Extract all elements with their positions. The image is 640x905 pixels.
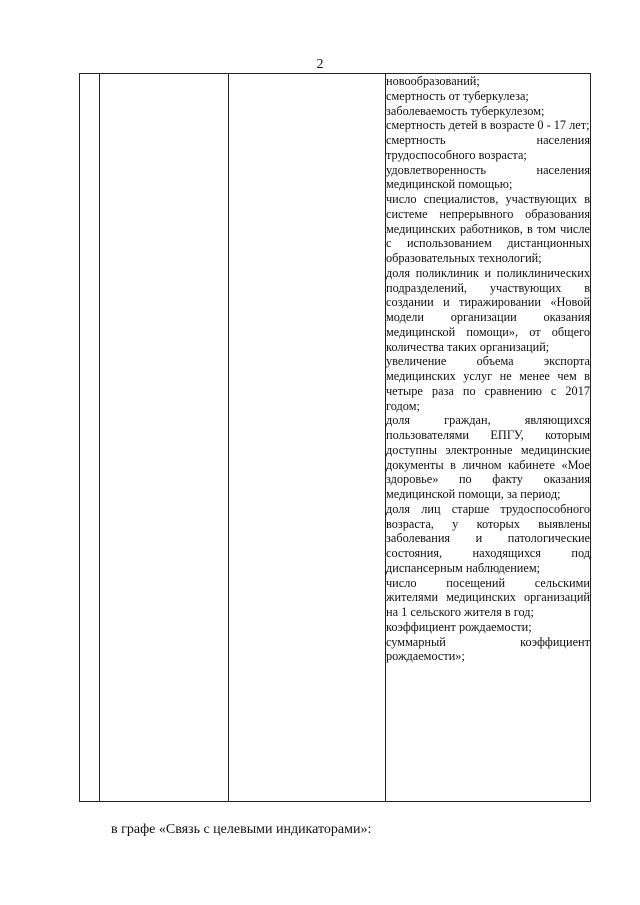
table-cell-empty-1 — [80, 74, 100, 802]
list-item: увеличение объема экспорта медицинских услуг не менее чем в четыре раза по сравнению с 2017 годом; — [386, 354, 590, 413]
indicator-list — [386, 74, 590, 664]
list-item: доля поликлиник и поликлинических подразделений, участвующих в создании и тиражировании «Новой модели организации оказания медицинской помощи», от общего количества таких организаций; — [386, 265, 590, 354]
page-number: 2 — [316, 57, 324, 72]
section-heading-text: в графе «Связь с целевыми индикаторами»: — [111, 822, 372, 837]
list-item: суммарный коэффициент рождаемости»; — [386, 634, 590, 664]
list-item: число специалистов, участвующих в системе непрерывного образования медицинских работников, в том числе с использованием дистанционных образовательных технологий; — [386, 192, 590, 265]
table-row — [80, 74, 591, 802]
list-item: смертность от туберкулеза; — [386, 88, 529, 103]
table-cell-empty-3 — [229, 74, 386, 802]
list-item: новообразований; — [386, 74, 480, 88]
indicators-table — [79, 73, 591, 802]
list-item: коэффициент рождаемости; — [386, 619, 532, 634]
list-item: доля граждан, являющихся пользователями ЕПГУ, которым доступны электронные медицинские документы в личном кабинете «Мое здоровье» по факту оказания медицинской помощи, за период; — [386, 413, 590, 501]
list-item: доля лиц старше трудоспособного возраста, у которых выявлены заболевания и патологические состояния, находящихся под диспансерным наблюдением; — [386, 501, 590, 575]
list-item: заболеваемость туберкулезом; — [386, 103, 545, 118]
table-cell-empty-2 — [100, 74, 229, 802]
list-item: удовлетворенность населения медицинской помощью; — [386, 162, 590, 192]
table-cell-indicators — [386, 74, 591, 802]
list-item: смертность населения трудоспособного возраста; — [386, 133, 590, 162]
list-item: смертность детей в возрасте 0 - 17 лет; — [386, 118, 590, 133]
list-item: число посещений сельскими жителями медицинских организаций на 1 сельского жителя в год; — [386, 575, 590, 619]
